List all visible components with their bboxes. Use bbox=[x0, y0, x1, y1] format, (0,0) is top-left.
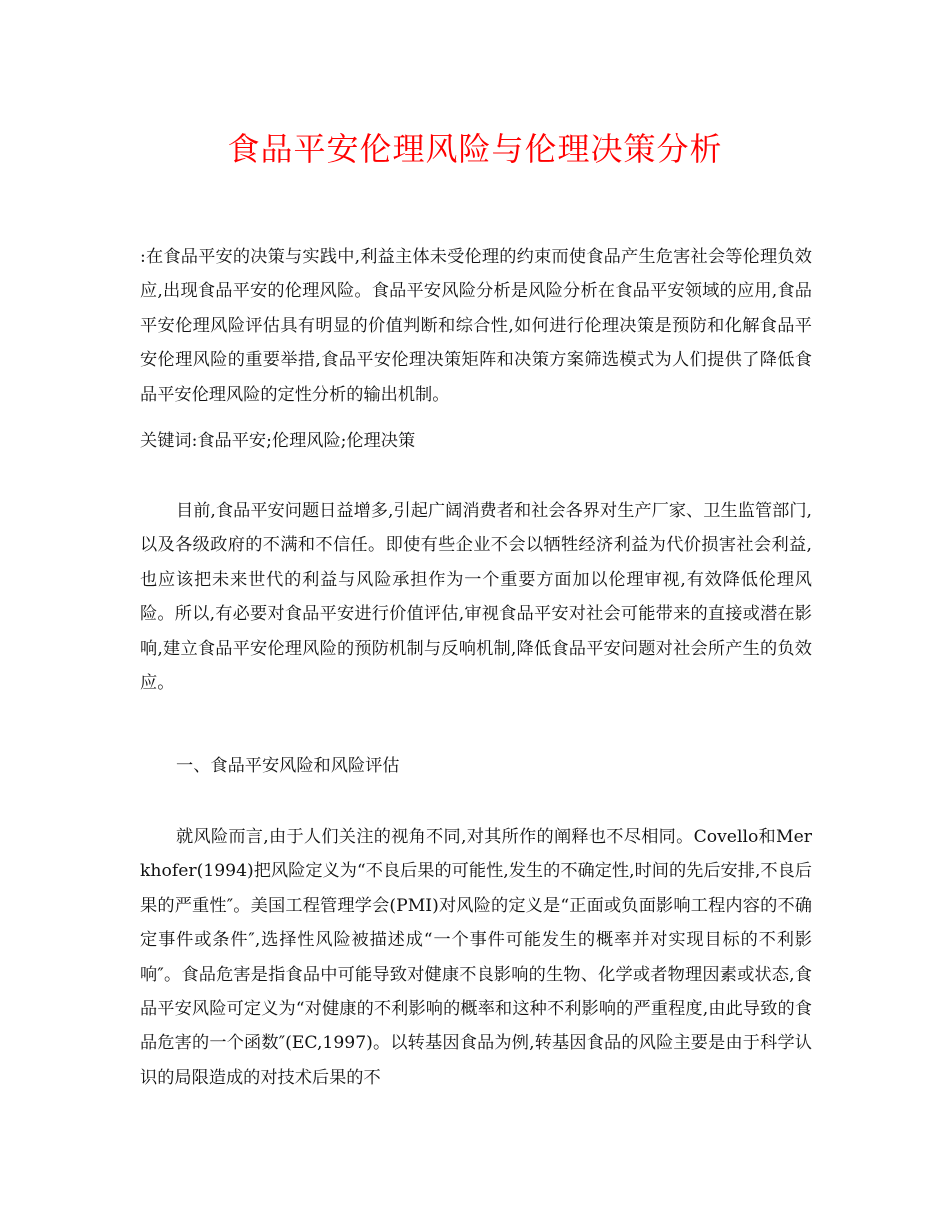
body-paragraph: 就风险而言,由于人们关注的视角不同,对其所作的阐释也不尽相同。Covello和Merkhofer(1994)把风险定义为“不良后果的可能性,发生的不确定性,时间的先后安排,不良后果的严重性″。美国工程管理学会(PMI)对风险的定义是“正面或负面影响工程内容的不确定事件或条件″,选择性风险被描述成“一个事件可能发生的概率并对实现目标的不利影响″。食品危害是指食品中可能导致对健康不良影响的生物、化学或者物理因素或状态,食品平安风险可定义为“对健康的不利影响的概率和这种不利影响的严重程度,由此导致的食品危害的一个函数″(EC,1997)。以转基因食品为例,转基因食品的风险主要是由于科学认识的局限造成的对技术后果的不 bbox=[140, 827, 812, 1088]
section-heading: 一、食品平安风险和风险评估 bbox=[176, 756, 400, 776]
document-title: 食品平安伦理风险与伦理决策分析 bbox=[227, 130, 723, 168]
intro-paragraph: 目前,食品平安问题日益增多,引起广阔消费者和社会各界对生产厂家、卫生监管部门,以及各级政府的不满和不信任。即使有些企业不会以牺牲经济利益为代价损害社会利益,也应该把未来世代的利益与风险承担作为一个重要方面加以伦理审视,有效降低伦理风险。所以,有必要对食品平安进行价值评估,审视食品平安对社会可能带来的直接或潜在影响,建立食品平安伦理风险的预防机制与反响机制,降低食品平安问题对社会所产生的负效应。 bbox=[140, 501, 812, 694]
keywords-line: 关键词:食品平安;伦理风险;伦理决策 bbox=[140, 431, 416, 451]
abstract-paragraph: :在食品平安的决策与实践中,利益主体未受伦理的约束而使食品产生危害社会等伦理负效应,出现食品平安的伦理风险。食品平安风险分析是风险分析在食品平安领域的应用,食品平安伦理风险评估具有明显的价值判断和综合性,如何进行伦理决策是预防和化解食品平安伦理风险的重要举措,食品平安伦理决策矩阵和决策方案筛选模式为人们提供了降低食品平安伦理风险的定性分析的输出机制。 bbox=[140, 247, 812, 405]
